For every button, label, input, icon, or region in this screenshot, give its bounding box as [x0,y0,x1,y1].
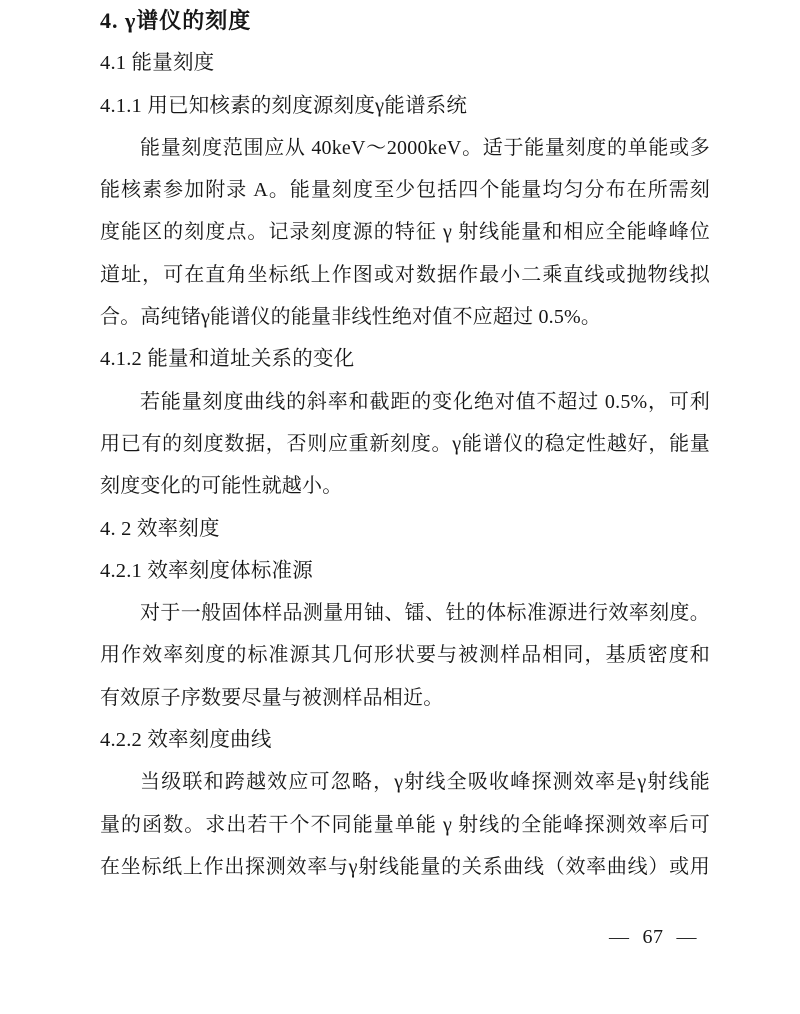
heading3: 4.2.2 效率刻度曲线 [100,729,272,752]
paragraph-line: 合。高纯锗γ能谱仪的能量非线性绝对值不应超过 0.5%。 [100,306,602,329]
paragraph-line: 刻度变化的可能性就越小。 [100,475,343,498]
paragraph-line: 道址，可在直角坐标纸上作图或对数据作最小二乘直线或抛物线拟 [100,263,710,286]
page-number: 67 [642,926,664,948]
heading2: 4.1 能量刻度 [100,52,215,75]
paragraph-line: 当级联和跨越效应可忽略，γ射线全吸收峰探测效率是γ射线能 [140,771,710,794]
footer-right-dash: — [676,926,697,948]
paragraph-line: 能核素参加附录 A。能量刻度至少包括四个能量均匀分布在所需刻 [100,179,710,202]
footer-left-dash: — [609,926,630,948]
heading2: 4. 2 效率刻度 [100,517,220,540]
paragraph-line: 用已有的刻度数据，否则应重新刻度。γ能谱仪的稳定性越好，能量 [100,432,710,455]
paragraph-line: 能量刻度范围应从 40keV～2000keV。适于能量刻度的单能或多 [140,136,710,159]
paragraph-line: 用作效率刻度的标准源其几何形状要与被测样品相同，基质密度和 [100,644,710,667]
paragraph-line: 若能量刻度曲线的斜率和截距的变化绝对值不超过 0.5%，可利 [140,390,710,413]
paragraph-line: 在坐标纸上作出探测效率与γ射线能量的关系曲线（效率曲线）或用 [100,855,710,878]
document-content [100,0,710,888]
heading3: 4.1.1 用已知核素的刻度源刻度γ能谱系统 [100,94,468,117]
heading1: 4. γ谱仪的刻度 [100,8,252,33]
paragraph-line: 有效原子序数要尽量与被测样品相近。 [100,686,444,709]
heading3: 4.1.2 能量和道址关系的变化 [100,348,355,371]
page-number-footer [609,916,697,958]
paragraph-line: 度能区的刻度点。记录刻度源的特征 γ 射线能量和相应全能峰峰位 [100,221,710,244]
heading3: 4.2.1 效率刻度体标准源 [100,559,313,582]
paragraph-line: 对于一般固体样品测量用铀、镭、钍的体标准源进行效率刻度。 [140,602,710,625]
paragraph-line: 量的函数。求出若干个不同能量单能 γ 射线的全能峰探测效率后可 [100,813,710,836]
